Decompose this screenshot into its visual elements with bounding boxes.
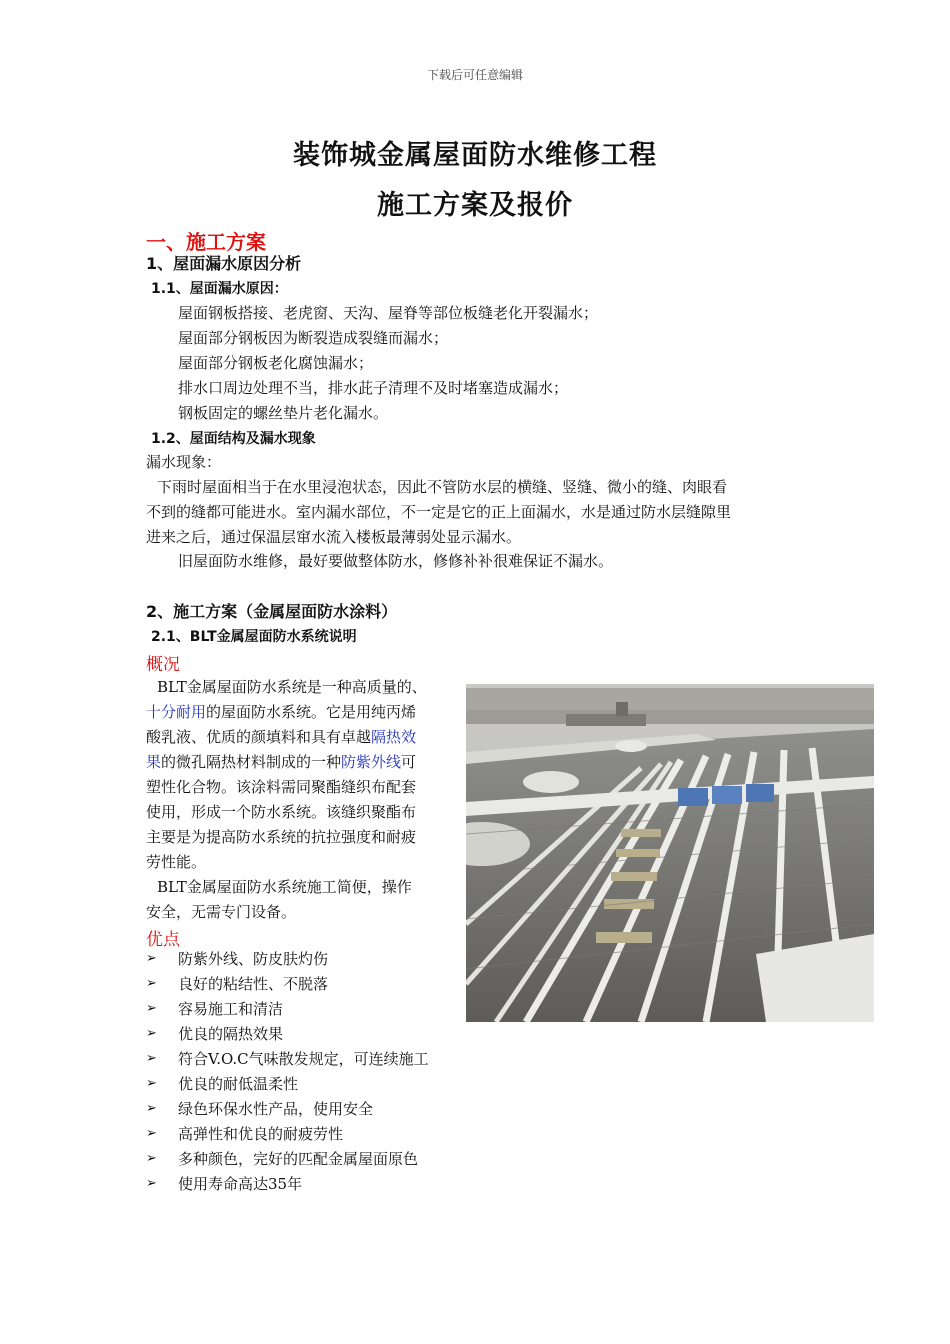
advantage-item: 多种颜色，完好的匹配金属屋面原色	[178, 1150, 419, 1168]
bullet-arrow-icon: ➢	[146, 1026, 157, 1041]
advantage-item: 优良的耐低温柔性	[178, 1075, 299, 1093]
heading-construction-scheme: 2、施工方案（金属屋面防水涂料）	[146, 602, 398, 621]
reason-item: 钢板固定的螺丝垫片老化漏水。	[178, 404, 389, 422]
bullet-arrow-icon: ➢	[146, 1176, 157, 1191]
advantage-item: 优良的隔热效果	[178, 1025, 284, 1043]
advantage-item: 良好的粘结性、不脱落	[178, 975, 329, 993]
advantage-item: 使用寿命高达35年	[178, 1175, 303, 1193]
advantages-label: 优点	[146, 930, 180, 950]
overview-link-text: 隔热效	[371, 728, 417, 746]
overview-line: BLT金属屋面防水系统施工简便，操作	[157, 878, 412, 896]
overview-label: 概况	[146, 655, 180, 675]
overview-line: 十分耐用的屋面防水系统。它是用纯丙烯	[146, 703, 417, 721]
advantage-item: 容易施工和清洁	[178, 1000, 284, 1018]
heading-leak-causes: 1.1、屋面漏水原因：	[151, 281, 288, 297]
reason-item: 排水口周边处理不当，排水茈子清理不及时堵塞造成漏水；	[178, 379, 569, 397]
advantage-item: 符合V.O.C气味散发规定，可连续施工	[178, 1050, 429, 1068]
advantage-item: 防紫外线、防皮肤灼伤	[178, 950, 329, 968]
roof-photo	[466, 684, 874, 1022]
leak-paragraph-line: 下雨时屋面相当于在水里浸泡状态，因此不管防水层的横缝、竖缝、微小的缝、肉眼看	[157, 478, 728, 496]
overview-line: 主要是为提高防水系统的抗拉强度和耐疲	[146, 828, 417, 846]
advantage-item: 绿色环保水性产品，使用安全	[178, 1100, 374, 1118]
bullet-arrow-icon: ➢	[146, 1151, 157, 1166]
document-subtitle: 施工方案及报价	[377, 190, 573, 221]
overview-line: BLT金属屋面防水系统是一种高质量的、	[157, 678, 427, 696]
bullet-arrow-icon: ➢	[146, 1001, 157, 1016]
overview-line: 安全，无需专门设备。	[146, 903, 297, 921]
overview-line: 塑性化合物。该涂料需同聚酯缝织布配套	[146, 778, 417, 796]
heading-leak-cause-analysis: 1、屋面漏水原因分析	[146, 254, 302, 273]
bullet-arrow-icon: ➢	[146, 951, 157, 966]
reason-item: 屋面钢板搭接、老虎窗、天沟、屋脊等部位板缝老化开裂漏水；	[178, 304, 599, 322]
heading-blt-system: 2.1、BLT金属屋面防水系统说明	[151, 629, 357, 645]
reason-item: 屋面部分钢板老化腐蚀漏水；	[178, 354, 374, 372]
bullet-arrow-icon: ➢	[146, 976, 157, 991]
bullet-arrow-icon: ➢	[146, 1101, 157, 1116]
leak-paragraph-line: 进来之后，通过保温层窜水流入楼板最薄弱处显示漏水。	[146, 528, 522, 546]
bullet-arrow-icon: ➢	[146, 1126, 157, 1141]
leak-paragraph-line: 不到的缝都可能进水。室内漏水部位，不一定是它的正上面漏水，水是通过防水层缝隙里	[146, 503, 732, 521]
page-header: 下载后可任意编辑	[426, 68, 523, 82]
overview-line: 劳性能。	[146, 853, 207, 871]
reason-item: 屋面部分钢板因为断裂造成裂缝而漏水；	[178, 329, 449, 347]
bullet-arrow-icon: ➢	[146, 1076, 157, 1091]
overview-link-text: 十分耐用	[146, 703, 207, 721]
advantage-item: 高弹性和优良的耐疲劳性	[178, 1125, 344, 1143]
overview-line: 使用，形成一个防水系统。该缝织聚酯布	[146, 803, 417, 821]
leak-paragraph-2: 旧屋面防水维修，最好要做整体防水，修修补补很难保证不漏水。	[178, 552, 614, 570]
heading-roof-structure: 1.2、屋面结构及漏水现象	[151, 431, 316, 447]
overview-link-text: 防紫外线	[341, 753, 402, 771]
section-heading-construction-plan: 一、施工方案	[146, 230, 266, 254]
overview-line: 果的微孔隔热材料制成的一种防紫外线可	[146, 753, 417, 771]
document-title: 装饰城金属屋面防水维修工程	[293, 140, 657, 171]
leak-label: 漏水现象：	[146, 453, 222, 471]
overview-line: 酸乳液、优质的颜填料和具有卓越隔热效	[146, 728, 417, 746]
bullet-arrow-icon: ➢	[146, 1051, 157, 1066]
